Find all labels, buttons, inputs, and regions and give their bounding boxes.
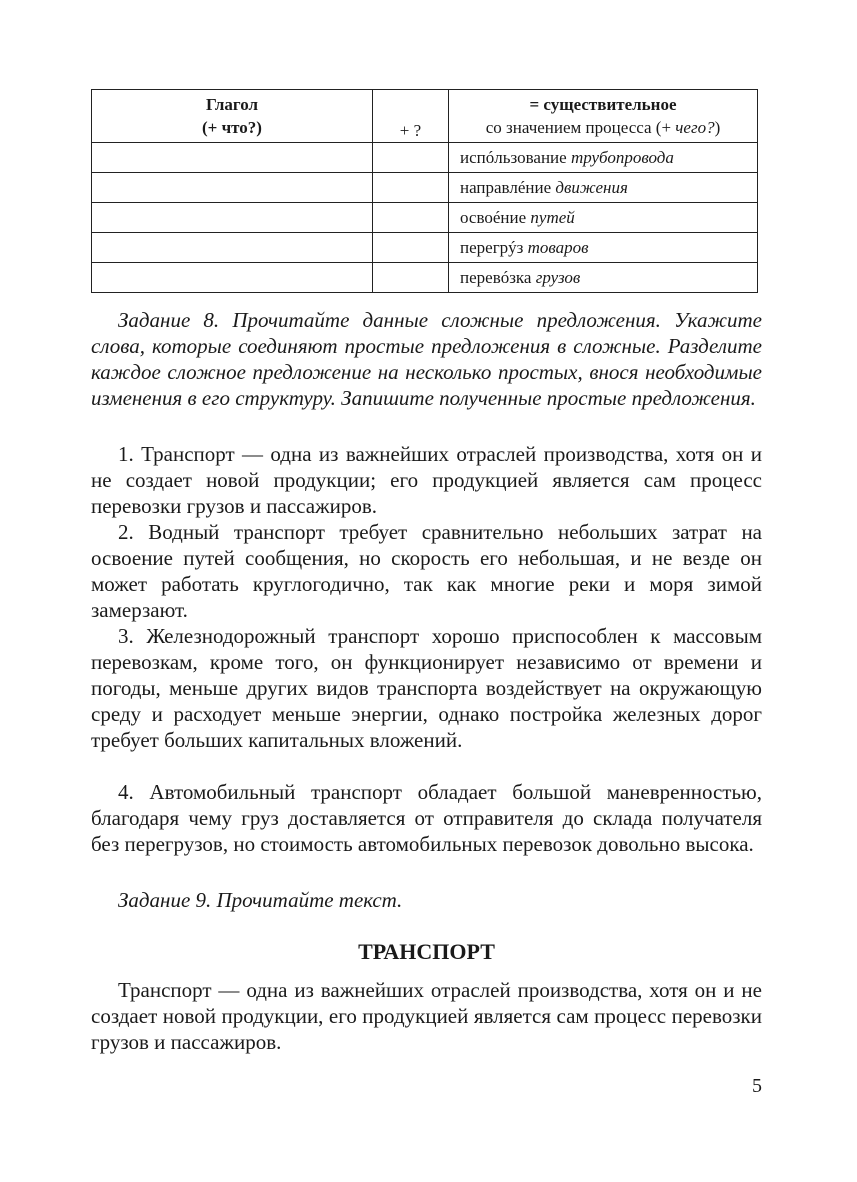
verb-cell[interactable] <box>92 263 373 293</box>
noun-cell <box>449 143 758 173</box>
plus-cell[interactable] <box>373 173 449 203</box>
table-row <box>92 233 758 263</box>
noun-cell <box>449 173 758 203</box>
verb-cell[interactable] <box>92 173 373 203</box>
header-plus-label: + ? <box>399 121 422 140</box>
header-noun <box>449 90 758 143</box>
verb-cell[interactable] <box>92 143 373 173</box>
article-title: ТРАНСПОРТ <box>358 939 495 964</box>
sentence-4: 4. Автомобильный транспорт обладает большой маневренностью, благодаря чему груз доставляется от отправителя до склада получателя без перегрузов, но стоимость автомобильных перевозок довольно высока. <box>91 780 762 856</box>
plus-cell[interactable] <box>373 143 449 173</box>
verb-cell[interactable] <box>92 203 373 233</box>
noun-cell <box>449 203 758 233</box>
header-noun-title: = существительное <box>529 95 677 114</box>
task-8-instructions: Задание 8. Прочитайте данные сложные предложения. Укажите слова, которые соединяют простые предложения в сложные. Разделите каждое сложное предложение на несколько простых, внося необходимые изменения в его структуру. Запишите полученные простые предложения. <box>91 308 762 410</box>
table-row <box>92 173 758 203</box>
table-row <box>92 143 758 173</box>
plus-cell[interactable] <box>373 233 449 263</box>
header-noun-subtitle-italic: чего? <box>675 118 715 137</box>
sentence-3: 3. Железнодорожный транспорт хорошо приспособлен к массовым перевозкам, кроме того, он функционирует независимо от времени и погоды, меньше других видов транспорта воздействует на окружающую среду и расходует меньше энергии, однако постройка железных дорог требует больших капитальных вложений. <box>91 624 762 752</box>
header-noun-subtitle-text: со значением процесса (+ <box>485 118 676 137</box>
verb-cell[interactable] <box>92 233 373 263</box>
table-header-row <box>92 90 758 143</box>
noun-word: перегрýз <box>460 238 524 257</box>
table-row <box>92 203 758 233</box>
table-row <box>92 263 758 293</box>
header-verb-title: Глагол <box>205 95 259 114</box>
page-number: 5 <box>752 1075 762 1097</box>
header-plus <box>373 90 449 143</box>
task-9-instructions: Задание 9. Прочитайте текст. <box>118 888 403 912</box>
noun-object: путей <box>530 208 575 227</box>
header-noun-subtitle-close: ) <box>714 118 721 137</box>
noun-object: трубопровода <box>570 148 674 167</box>
noun-word: перевóзка <box>460 268 532 287</box>
noun-cell <box>449 233 758 263</box>
verb-noun-exercise-table <box>91 89 758 293</box>
article-paragraph: Транспорт — одна из важнейших отраслей производства, хотя он и не создает новой продукции, его продукцией является сам процесс перевозки грузов и пассажиров. <box>91 978 762 1054</box>
header-verb <box>92 90 373 143</box>
plus-cell[interactable] <box>373 203 449 233</box>
noun-word: испóльзование <box>460 148 567 167</box>
sentence-1: 1. Транспорт — одна из важнейших отраслей производства, хотя он и не создает новой продукции; его продукцией является сам процесс перевозки грузов и пассажиров. <box>91 442 762 518</box>
noun-object: грузов <box>535 268 581 287</box>
sentence-2: 2. Водный транспорт требует сравнительно небольших затрат на освоение путей сообщения, но скорость его небольшая, и не везде он может работать круглогодично, так как многие реки и моря зимой замерзают. <box>91 520 762 622</box>
header-noun-subtitle <box>449 116 757 139</box>
header-verb-question: (+ что?) <box>202 118 262 137</box>
noun-cell <box>449 263 758 293</box>
noun-word: освоéние <box>460 208 527 227</box>
noun-word: направлéние <box>460 178 552 197</box>
noun-object: движения <box>555 178 628 197</box>
plus-cell[interactable] <box>373 263 449 293</box>
noun-object: товаров <box>527 238 589 257</box>
